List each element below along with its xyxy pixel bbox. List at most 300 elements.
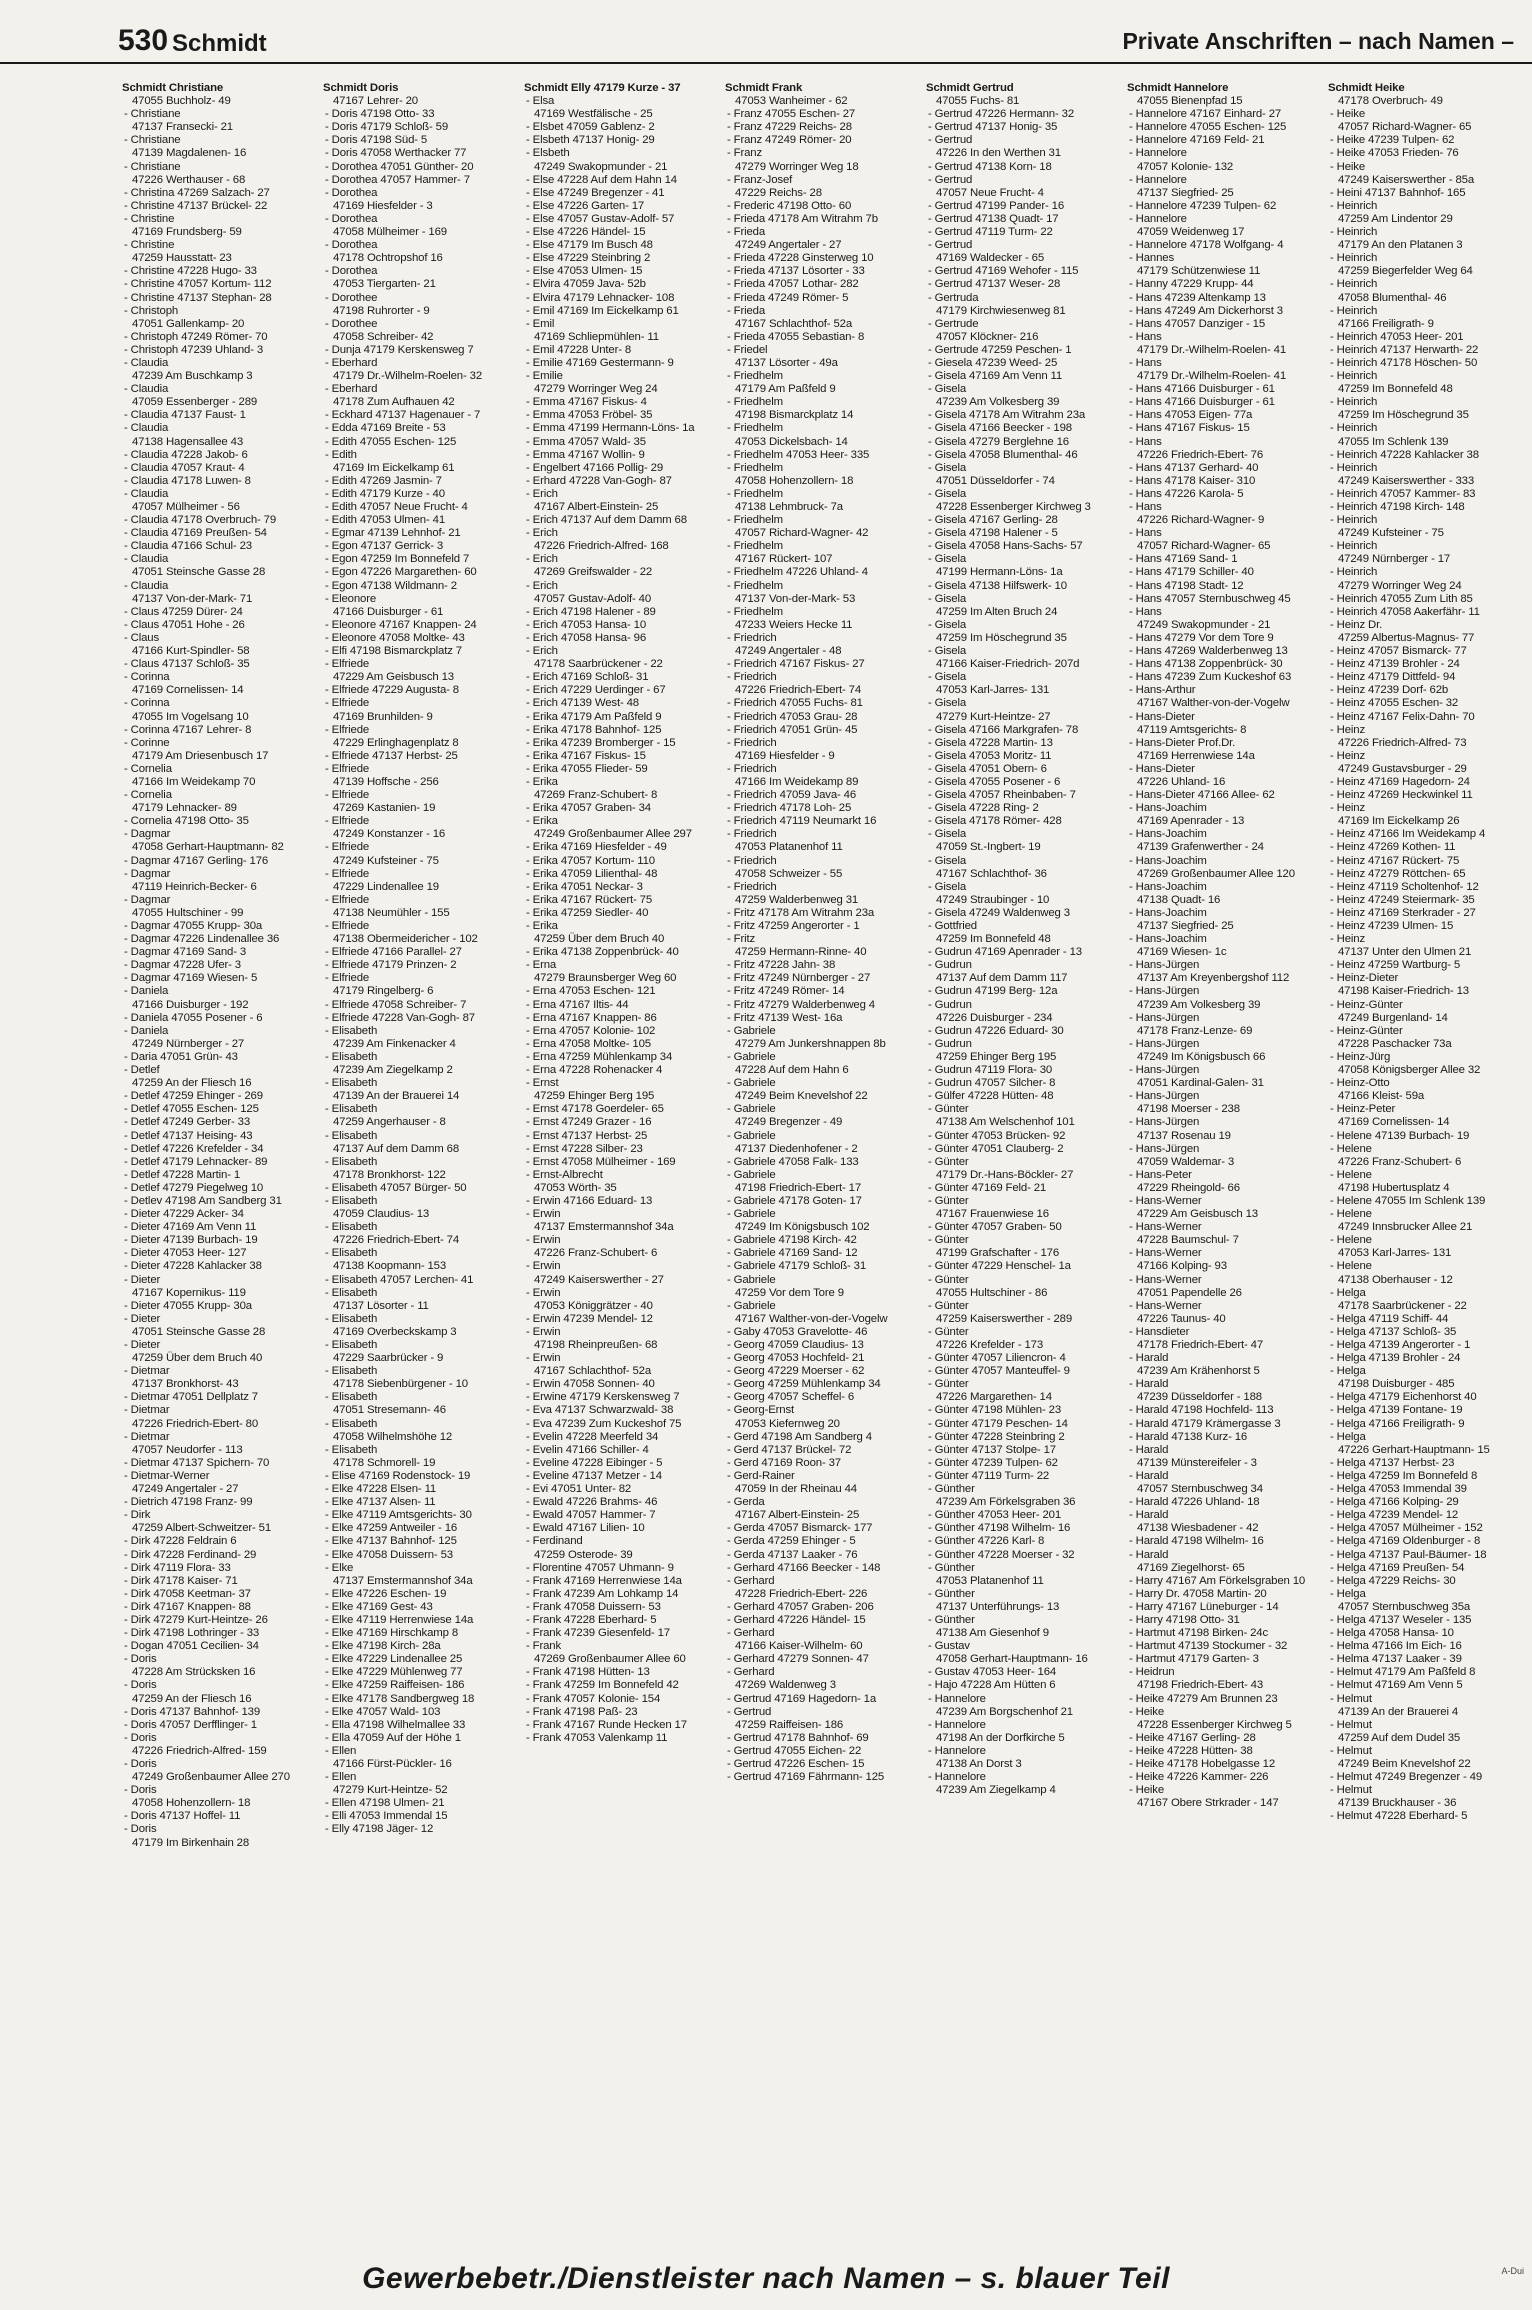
directory-entry: 47057 Neue Frucht- 4 [936,186,1044,199]
directory-entry: - Heinrich [1330,566,1378,579]
directory-entry: - Heinrich [1330,226,1378,239]
directory-entry: - Doris [124,1679,157,1692]
directory-entry: - Gabriele [727,1103,776,1116]
footer-banner: Gewerbebetr./Dienstleister nach Namen – s. blauer Teil [362,2262,1170,2295]
directory-entry: 47137 Am Kreyenbergshof 112 [1137,972,1290,985]
directory-entry: - Gisela 47167 Gerling- 28 [928,514,1058,527]
directory-entry: - Gisela [928,854,967,867]
directory-entry: - Erna 47167 Iltis- 44 [526,998,629,1011]
directory-entry: - Erich 47229 Uerdinger - 67 [526,684,666,697]
directory-entry: 47059 St.-Ingbert- 19 [936,841,1041,854]
directory-entry: - Harry 47167 Lüneburger - 14 [1129,1600,1279,1613]
directory-entry: - Elisabeth [325,1077,378,1090]
directory-entry: 47166 Kolping- 93 [1137,1260,1227,1273]
directory-entry: 47229 Saarbrücker - 9 [333,1352,444,1365]
directory-entry: - Hans 47179 Schiller- 40 [1129,566,1254,579]
directory-entry: - Elfriede 47166 Parallel- 27 [325,946,462,959]
directory-entry: - Elisabeth [325,1129,378,1142]
directory-entry: - Hans-Jürgen [1129,1116,1200,1129]
directory-entry: - Gerda 47259 Ehinger - 5 [727,1535,856,1548]
directory-entry: - Heinz 47269 Kothen- 11 [1330,841,1456,854]
directory-entry: - Günter [928,1103,969,1116]
directory-entry: 47226 Friedrich-Ebert- 76 [1137,448,1264,461]
directory-entry: - Hans [1129,356,1162,369]
directory-entry: - Elke 47058 Duissern- 53 [325,1548,453,1561]
directory-entry: - Gabriele [727,1168,776,1181]
directory-entry: 47139 An der Brauerei 4 [1338,1705,1459,1718]
directory-entry: 47139 Münstereifeler - 3 [1137,1456,1257,1469]
directory-entry: - Dorothea 47051 Günther- 20 [325,160,474,173]
directory-entry: - Eberhard [325,356,378,369]
directory-entry: 47249 Nürnberger - 17 [1338,553,1451,566]
directory-entry: - Heinz 47166 Im Weidekamp 4 [1330,828,1486,841]
directory-entry: - Friedhelm [727,579,783,592]
directory-entry: - Heinz 47167 Felix-Dahn- 70 [1330,710,1475,723]
directory-entry: 47239 Am Buschkamp 3 [132,370,253,383]
directory-entry: 47226 Friedrich-Ebert- 74 [735,684,862,697]
directory-entry: - Ernst 47058 Mülheimer - 169 [526,1155,676,1168]
directory-entry: - Helga 47259 Im Bonnefeld 8 [1330,1469,1478,1482]
directory-entry: - Elke 47229 Lindenallee 25 [325,1653,463,1666]
directory-entry: - Hannelore [928,1718,986,1731]
directory-entry: - Harry 47167 Am Förkelsgraben 10 [1129,1574,1306,1587]
directory-entry: 47055 Fuchs- 81 [936,95,1020,108]
directory-entry: 47055 Hultschiner - 86 [936,1286,1048,1299]
directory-entry: - Christoph [124,304,179,317]
directory-entry: 47179 Dr.-Wilhelm-Roelen- 32 [333,370,483,383]
directory-entry: - Friedhelm 47053 Heer- 335 [727,448,870,461]
directory-entry: - Gisela [928,671,967,684]
directory-entry: 47229 Am Geisbusch 13 [333,671,454,684]
directory-entry: - Heike 47167 Gerling- 28 [1129,1731,1256,1744]
directory-entry: - Heike 47226 Kammer- 226 [1129,1771,1269,1784]
directory-entry: - Gerda 47137 Laaker - 76 [727,1548,858,1561]
directory-entry: - Frank 47167 Runde Hecken 17 [526,1718,687,1731]
directory-entry: - Gabriele 47058 Falk- 133 [727,1155,859,1168]
directory-entry: 47228 Friedrich-Ebert- 226 [735,1587,868,1600]
directory-entry: - Erna 47228 Rohenacker 4 [526,1064,663,1077]
directory-entry: - Claudia [124,553,169,566]
directory-entry: - Dagmar [124,893,171,906]
directory-entry: - Erwin 47058 Sonnen- 40 [526,1378,655,1391]
directory-entry: - Heinz [1330,933,1366,946]
directory-entry: - Gisela 47057 Rheinbaben- 7 [928,789,1076,802]
directory-entry: 47179 Im Birkenhain 28 [132,1836,250,1849]
directory-entry: - Fritz 47228 Jahn- 38 [727,959,836,972]
directory-entry: - Doris [124,1823,157,1836]
directory-entry: - Ferdinand [526,1535,583,1548]
directory-entry: 47226 Krefelder - 173 [936,1339,1044,1351]
directory-entry: 47259 Angerhauser - 8 [333,1116,446,1129]
directory-entry: - Detlef 47279 Piegelweg 10 [124,1181,264,1194]
directory-entry: - Elfriede [325,920,370,932]
directory-entry: - Christoph 47239 Uhland- 3 [124,343,264,356]
directory-entry: 47279 Worringer Weg 18 [735,160,859,173]
directory-entry: 47259 Im Höschegrund 35 [936,631,1067,644]
directory-entry: - Friedhelm [727,461,783,474]
directory-entry: - Hannelore 47239 Tulpen- 62 [1129,199,1277,212]
directory-entry: - Günther 47228 Moerser - 32 [928,1548,1075,1561]
directory-entry: - Ernst 47249 Grazer - 16 [526,1116,652,1129]
directory-entry: - Elke 47226 Eschen- 19 [325,1587,447,1600]
directory-entry: - Detlef [124,1064,160,1077]
directory-entry: - Claudia [124,422,169,435]
directory-entry: 47179 Kirchwiesenweg 81 [936,304,1066,317]
directory-entry: 47249 Kaiserswerther - 333 [1338,474,1475,487]
directory-entry: - Erna 47167 Knappen- 86 [526,1011,657,1024]
column-head: Schmidt Christiane [122,82,224,94]
directory-entry: 47166 Fürst-Pückler- 16 [333,1758,452,1770]
directory-entry: 47228 Paschacker 73a [1338,1037,1452,1050]
directory-entry: - Detlef 47137 Heising- 43 [124,1129,253,1142]
directory-entry: - Erna 47053 Eschen- 121 [526,985,656,998]
directory-entry: - Dietmar 47051 Dellplatz 7 [124,1391,258,1404]
directory-entry: 47051 Steinsche Gasse 28 [132,566,266,579]
directory-entry: - Helmut [1330,1744,1372,1757]
directory-entry: - Evi 47051 Unter- 82 [526,1483,632,1496]
directory-entry: 47249 Nürnberger - 27 [132,1037,245,1050]
directory-entry: 47057 Richard-Wagner- 65 [1137,540,1271,553]
directory-entry: - Heinrich 47228 Kahlacker 38 [1330,448,1479,461]
directory-entry: 47169 Im Eickelkamp 26 [1338,815,1460,828]
directory-entry: 47059 In der Rheinau 44 [735,1483,857,1496]
directory-entry: - Friedhelm [727,540,783,553]
directory-entry: 47058 Mülheimer - 169 [333,226,447,239]
directory-entry: 47139 Hoffsche - 256 [333,775,439,788]
directory-entry: - Gertrud 47137 Weser- 28 [928,278,1061,291]
directory-entry: - Erwin 47239 Mendel- 12 [526,1312,653,1325]
directory-entry: 47198 Hubertusplatz 4 [1338,1181,1450,1194]
directory-entry: 47229 Am Geisbusch 13 [1137,1208,1258,1221]
directory-entry: 47138 Quadt- 16 [1137,893,1221,906]
directory-entry: - Dieter 47055 Krupp- 30a [124,1299,252,1312]
directory-entry: - Elisabeth [325,1050,378,1063]
directory-entry: - Helga 47239 Mendel- 12 [1330,1509,1459,1522]
directory-entry: 47259 Auf dem Dudel 35 [1338,1731,1461,1744]
directory-entry: - Hans 47167 Fiskus- 15 [1129,422,1250,435]
directory-entry: - Helene 47055 Im Schlenk 139 [1330,1194,1486,1207]
directory-entry: 47053 Karl-Jarres- 131 [1338,1247,1452,1260]
directory-entry: - Friedhelm [727,605,783,618]
directory-entry: - Gerhard 47279 Sonnen- 47 [727,1653,869,1666]
directory-entry: - Emil [526,317,555,330]
directory-entry: - Gerda 47057 Bismarck- 177 [727,1522,873,1535]
directory-entry: - Elfriede [325,815,370,828]
directory-entry: - Hannelore 47178 Wolfgang- 4 [1129,239,1284,252]
directory-entry: - Elli 47053 Immendal 15 [325,1810,448,1823]
directory-entry: - Friedrich [727,828,777,841]
directory-entry: 47169 Hiesfelder - 3 [333,199,433,212]
directory-entry: 47137 Fransecki- 21 [132,121,233,134]
directory-entry: - Günter 47169 Feld- 21 [928,1181,1047,1194]
directory-entry: 47053 Karl-Jarres- 131 [936,684,1050,697]
directory-entry: - Gertrud 47137 Honig- 35 [928,121,1058,134]
directory-entry: 47169 Apenrader - 13 [1137,815,1245,828]
directory-entry: 47178 Friedrich-Ebert- 47 [1137,1339,1264,1351]
directory-entry: - Elfriede 47058 Schreiber- 7 [325,998,467,1011]
directory-entry: 47249 Bregenzer - 49 [735,1116,843,1129]
directory-entry: - Heidrun [1129,1666,1175,1679]
directory-entry: - Hannelore 47055 Eschen- 125 [1129,121,1287,134]
directory-entry: - Eberhard [325,383,378,396]
directory-entry: - Heinrich [1330,396,1378,409]
directory-entry: - Friedrich 47178 Loh- 25 [727,802,852,815]
directory-entry: - Heike [1129,1705,1165,1718]
directory-entry: - Friedrich 47051 Grün- 45 [727,723,858,736]
directory-entry: - Dirk 47119 Flora- 33 [124,1561,231,1574]
directory-entry: - Ellen [325,1744,357,1757]
directory-entry: 47228 Essenberger Kirchweg 3 [936,501,1091,513]
directory-entry: - Friedrich [727,631,777,644]
directory-entry: 47269 Großenbaumer Allee 120 [1137,867,1295,880]
directory-entry: - Heinrich [1330,514,1378,527]
directory-entry: - Friedel [727,343,768,356]
directory-entry: 47055 Bienenpfad 15 [1137,95,1243,108]
directory-entry: - Gaby 47053 Gravelotte- 46 [727,1325,868,1338]
column-head: Schmidt Frank [725,82,803,94]
directory-entry: - Hans-Peter [1129,1168,1192,1181]
directory-entry: 47259 Ehinger Berg 195 [936,1050,1057,1063]
directory-entry: - Erika 47059 Lilienthal- 48 [526,867,658,880]
directory-entry: - Friedrich 47167 Fiskus- 27 [727,658,865,671]
directory-entry: - Helga 47137 Paul-Bäumer- 18 [1330,1548,1487,1561]
directory-entry: 47051 Steinsche Gasse 28 [132,1325,266,1338]
directory-entry: 47169 Westfälische - 25 [534,108,653,121]
directory-entry: - Detlef 47228 Martin- 1 [124,1168,241,1181]
directory-entry: - Elfriede 47229 Augusta- 8 [325,684,459,697]
directory-entry: - Helga [1330,1365,1366,1378]
directory-entry: 47169 Waldecker - 65 [936,252,1045,265]
directory-entry: - Heinz 47239 Ulmen- 15 [1330,920,1454,932]
directory-entry: 47053 Wörth- 35 [534,1181,617,1194]
directory-entry: - Eleonore 47167 Knappen- 24 [325,618,477,631]
directory-entry: - Dagmar 47167 Gerling- 176 [124,854,269,867]
directory-entry: 47167 Rückert- 107 [735,553,833,566]
directory-entry: - Heinz [1330,749,1366,762]
directory-entry: - Doris 47198 Süd- 5 [325,134,428,147]
directory-entry: - Hans [1129,435,1162,448]
directory-entry: - Friedrich 47119 Neumarkt 16 [727,815,877,828]
directory-entry: - Erika 47259 Siedler- 40 [526,906,649,919]
directory-entry: 47058 Schreiber- 42 [333,330,434,343]
directory-entry: 47259 Ehinger Berg 195 [534,1090,655,1103]
directory-entry: - Fritz 47139 West- 16a [727,1011,843,1024]
directory-entry: - Harald [1129,1352,1169,1365]
directory-entry: - Dirk 47167 Knappen- 88 [124,1600,251,1613]
directory-entry: 47169 Cornelissen- 14 [1338,1116,1450,1129]
column-2 [319,82,520,2242]
directory-entry: - Hans [1129,501,1162,513]
directory-entry: - Gisela 47166 Markgrafen- 78 [928,723,1079,736]
directory-entry: - Emma 47053 Fröbel- 35 [526,409,653,422]
directory-entry: - Gerhard [727,1574,775,1587]
directory-entry: - Elke 47259 Antweiler - 16 [325,1522,458,1535]
directory-entry: - Dorothee [325,317,378,330]
directory-entry: - Frieda 47178 Am Witrahm 7b [727,212,878,225]
directory-entry: - Ernst 47137 Herbst- 25 [526,1129,648,1142]
directory-entry: - Erika 47167 Rückert- 75 [526,893,653,906]
directory-entry: - Harald 47198 Hochfeld- 113 [1129,1404,1274,1417]
directory-entry: - Helga 47139 Angerorter - 1 [1330,1339,1471,1351]
directory-entry: 47279 Am Junkershnappen 8b [735,1037,886,1050]
directory-entry: - Helene [1330,1260,1372,1273]
directory-entry: - Daria 47051 Grün- 43 [124,1050,238,1063]
directory-entry: - Harry 47198 Otto- 31 [1129,1613,1240,1626]
directory-entry: 47166 Kurt-Spindler- 58 [132,645,250,658]
directory-entry: - Franz 47055 Eschen- 27 [727,108,856,121]
directory-entry: 47166 Kaiser-Friedrich- 207d [936,658,1080,671]
directory-entry: - Hans-Dieter Prof.Dr. [1129,736,1236,749]
directory-entry: - Günther [928,1561,975,1574]
directory-entry: 47169 Cornelissen- 14 [132,684,244,697]
directory-entry: - Else 47053 Ulmen- 15 [526,265,643,278]
directory-entry: - Else 47229 Steinbring 2 [526,252,651,265]
directory-entry: 47058 Schweizer - 55 [735,867,843,880]
directory-entry: - Gertrud 47169 Hagedorn- 1a [727,1692,877,1705]
directory-entry: - Hans 47198 Stadt- 12 [1129,579,1244,592]
directory-entry: - Elfriede [325,972,370,985]
directory-entry: - Elke 47137 Alsen- 11 [325,1496,436,1509]
directory-entry: 47239 Am Volkesberg 39 [1137,998,1261,1011]
directory-entry: - Elke 47228 Elsen- 11 [325,1483,437,1496]
directory-entry: - Elisabeth [325,1443,378,1456]
directory-entry: - Else 47249 Bregenzer - 41 [526,186,665,199]
directory-entry: 47269 Waldenweg 3 [735,1679,836,1692]
directory-entry: - Heinz 47239 Dorf- 62b [1330,684,1449,697]
directory-entry: 47055 Im Vogelsang 10 [132,710,249,723]
directory-entry: - Gertrud 47169 Fährmann- 125 [727,1771,885,1784]
directory-entry: 47139 Magdalenen- 16 [132,147,247,160]
directory-entry: - Heinrich [1330,370,1378,383]
directory-entry: 47137 Auf dem Damm 117 [936,972,1068,985]
directory-entry: - Daniela 47055 Posener - 6 [124,1011,263,1024]
column-3 [520,82,721,2242]
directory-entry: - Dorothea 47057 Hammer- 7 [325,173,470,186]
directory-entry: - Elisabeth [325,1155,378,1168]
directory-entry: - Egon 47138 Wildmann- 2 [325,579,457,592]
directory-entry: - Helga 47057 Mülheimer - 152 [1330,1522,1483,1535]
directory-entry: 47249 Swakopmunder - 21 [1137,618,1271,631]
directory-entry: 47053 Platanenhof 11 [936,1574,1044,1587]
directory-entry: - Eckhard 47137 Hagenauer - 7 [325,409,481,422]
column-6 [1123,82,1324,2242]
directory-entry: 47249 Kufsteiner - 75 [333,854,439,867]
directory-entry: - Emilie 47169 Gestermann- 9 [526,356,674,369]
directory-entry: - Hans [1129,527,1162,540]
directory-entry: - Fritz 47279 Walderbenweg 4 [727,998,875,1011]
directory-entry: - Helga 47179 Eichenhorst 40 [1330,1391,1477,1404]
directory-entry: - Friedrich 47053 Grau- 28 [727,710,858,723]
directory-entry: - Erna 47058 Moltke- 105 [526,1037,651,1050]
directory-entry: - Helene 47139 Burbach- 19 [1330,1129,1470,1142]
directory-entry: - Gertrud 47178 Bahnhof- 69 [727,1731,869,1744]
directory-entry: - Helmut 47169 Am Venn 5 [1330,1679,1463,1692]
directory-entry: - Gudrun 47119 Flora- 30 [928,1064,1053,1077]
directory-entry: - Heike 47178 Hobelgasse 12 [1129,1758,1276,1770]
directory-entry: - Frieda [727,226,766,239]
directory-entry: 47259 Am Lindentor 29 [1338,212,1453,225]
directory-entry: - Claus 47051 Hohe - 26 [124,618,245,631]
directory-entry: 47279 Worringer Weg 24 [534,383,658,396]
directory-entry: - Ella 47198 Wilhelmallee 33 [325,1718,466,1731]
directory-entry: - Helene [1330,1208,1372,1221]
directory-entry: - Gisela 47055 Posener - 6 [928,775,1061,788]
directory-entry: - Dogan 47051 Cecilien- 34 [124,1640,259,1653]
directory-entry: - Dieter 47169 Am Venn 11 [124,1221,257,1234]
directory-entry: 47239 Am Borgschenhof 21 [936,1705,1073,1718]
directory-entry: - Detlef 47249 Gerber- 33 [124,1116,251,1129]
directory-entry: - Evelin 47228 Meerfeld 34 [526,1430,659,1443]
directory-entry: - Christoph 47249 Römer- 70 [124,330,268,343]
directory-entry: - Friedrich 47055 Fuchs- 81 [727,697,863,710]
directory-entry: 47138 Koopmann- 153 [333,1260,447,1273]
directory-entry: 47198 Moerser - 238 [1137,1103,1240,1116]
directory-entry: - Erich 47137 Auf dem Damm 68 [526,514,687,527]
directory-entry: - Erna 47057 Kolonie- 102 [526,1024,656,1037]
directory-entry: - Corinna [124,671,170,684]
directory-entry: - Heike 47228 Hütten- 38 [1129,1744,1253,1757]
directory-entry: - Helene [1330,1142,1372,1155]
directory-entry: - Erika [526,775,558,788]
directory-entry: - Heinz [1330,723,1366,736]
directory-entry: 47179 Lehnacker- 89 [132,802,237,815]
directory-entry: - Heike 47053 Frieden- 76 [1330,147,1459,160]
directory-entry: 47259 Über dem Bruch 40 [534,933,665,946]
directory-entry: - Frank 47228 Eberhard- 5 [526,1613,657,1626]
directory-entry: 47167 Schlachthof- 52a [735,317,853,330]
directory-entry: - Günther 47198 Wilhelm- 16 [928,1522,1071,1535]
directory-entry: - Günther [928,1483,975,1496]
directory-entry: - Heinz 47055 Eschen- 32 [1330,697,1459,710]
directory-entry: - Detlef 47259 Ehinger - 269 [124,1090,263,1103]
directory-entry: - Helga [1330,1430,1366,1443]
directory-entry: - Frank 47259 Im Bonnefeld 42 [526,1679,679,1692]
directory-entry: - Egmar 47139 Lehnhof- 21 [325,527,461,540]
directory-entry: 47119 Heinrich-Becker- 6 [132,880,257,893]
column-5 [922,82,1123,2242]
directory-entry: - Gisela [928,828,967,841]
directory-entry: - Gerhard 47226 Händel- 15 [727,1613,866,1626]
directory-entry: - Erika [526,815,558,828]
directory-entry: 47226 Gerhart-Hauptmann- 15 [1338,1443,1490,1456]
directory-entry: - Else 47057 Gustav-Adolf- 57 [526,212,675,225]
directory-entry: 47249 Straubinger - 10 [936,893,1050,906]
directory-entry: - Hans-Dieter 47166 Allee- 62 [1129,789,1275,802]
directory-entry: - Gertrud 47119 Turm- 22 [928,226,1053,239]
directory-entry: - Günter 47198 Mühlen- 23 [928,1404,1062,1417]
directory-entry: - Gertrud 47169 Wehofer - 115 [928,265,1079,278]
directory-entry: - Hans-Werner [1129,1299,1202,1312]
directory-entry: 47137 Von-der-Mark- 71 [132,592,253,605]
directory-entry: - Heinz-Otto [1330,1077,1390,1090]
directory-entry: 47259 Walderbenweg 31 [735,893,859,906]
directory-entry: - Heinz-Günter [1330,1024,1403,1037]
directory-entry: 47229 Rheingold- 66 [1137,1181,1240,1194]
directory-entry: - Gertrud [928,239,973,252]
directory-entry: - Dagmar 47169 Sand- 3 [124,946,247,959]
directory-entry: - Heinrich [1330,540,1378,553]
directory-entry: 47167 Albert-Einstein- 25 [534,501,659,513]
directory-entry: - Ewald 47226 Brahms- 46 [526,1496,658,1509]
directory-entry: - Günter 47179 Peschen- 14 [928,1417,1068,1430]
directory-entry: - Elke 47137 Bahnhof- 125 [325,1535,457,1548]
directory-entry: 47169 Brunhilden- 9 [333,710,433,723]
directory-entry: - Heini 47137 Bahnhof- 165 [1330,186,1466,199]
directory-entry: - Evelin 47166 Schiller- 4 [526,1443,649,1456]
directory-entry: - Claudia [124,579,169,592]
directory-entry: - Gerd-Rainer [727,1469,795,1482]
directory-entry: - Georg-Ernst [727,1404,795,1417]
